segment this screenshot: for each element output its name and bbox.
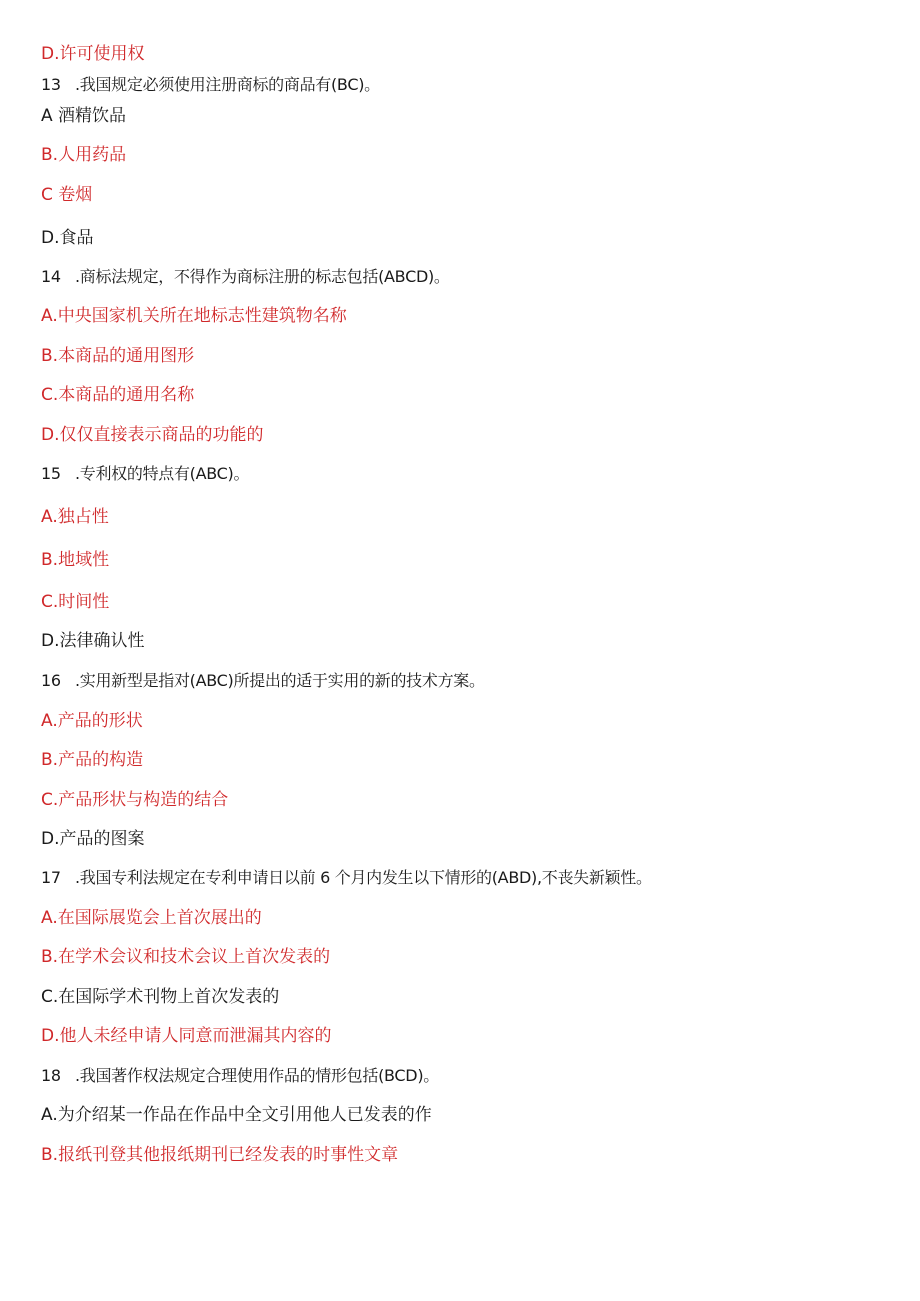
q16-question xyxy=(41,669,485,693)
q15-stem: .专利权的特点有(ABC)。 xyxy=(75,464,250,483)
q18-question xyxy=(41,1064,439,1088)
q14-option-a: A.中央国家机关所在地标志性建筑物名称 xyxy=(41,306,347,326)
q15-option-a: A.独占性 xyxy=(41,507,109,527)
q18-option-b: B.报纸刊登其他报纸期刊已经发表的时事性文章 xyxy=(41,1145,399,1165)
q18-option-a: A.为介绍某一作品在作品中全文引用他人已发表的作 xyxy=(41,1105,432,1125)
q16-option-a: A.产品的形状 xyxy=(41,711,143,731)
q13-stem: .我国规定必须使用注册商标的商品有(BC)。 xyxy=(75,75,380,94)
q16-option-c: C.产品形状与构造的结合 xyxy=(41,790,229,810)
q13-question xyxy=(41,73,380,97)
q14-option-c: C.本商品的通用名称 xyxy=(41,385,195,405)
q14-question xyxy=(41,265,450,289)
q17-option-b: B.在学术会议和技术会议上首次发表的 xyxy=(41,947,331,967)
q13-number: 13 xyxy=(41,75,61,94)
q15-number: 15 xyxy=(41,464,61,483)
q18-number: 18 xyxy=(41,1066,61,1085)
q13-option-b: B.人用药品 xyxy=(41,145,127,165)
q12-option-d: D.许可使用权 xyxy=(41,44,145,64)
q16-number: 16 xyxy=(41,671,61,690)
q17-option-c: C.在国际学术刊物上首次发表的 xyxy=(41,987,280,1007)
q17-number: 17 xyxy=(41,868,61,887)
q13-option-c: C 卷烟 xyxy=(41,185,93,205)
q15-option-d: D.法律确认性 xyxy=(41,631,145,651)
q15-question xyxy=(41,462,249,486)
q17-option-a: A.在国际展览会上首次展出的 xyxy=(41,908,262,928)
q16-stem: .实用新型是指对(ABC)所提出的适于实用的新的技术方案。 xyxy=(75,671,485,690)
q18-stem: .我国著作权法规定合理使用作品的情形包括(BCD)。 xyxy=(75,1066,439,1085)
q16-option-b: B.产品的构造 xyxy=(41,750,144,770)
q16-option-d: D.产品的图案 xyxy=(41,829,145,849)
q17-option-d: D.他人未经申请人同意而泄漏其内容的 xyxy=(41,1026,332,1046)
q13-option-a: A 酒精饮品 xyxy=(41,106,127,126)
q14-option-d: D.仅仅直接表示商品的功能的 xyxy=(41,425,264,445)
q14-stem: .商标法规定，不得作为商标注册的标志包括(ABCD)。 xyxy=(75,267,450,286)
q14-option-b: B.本商品的通用图形 xyxy=(41,346,195,366)
q13-option-d: D.食品 xyxy=(41,228,94,248)
q15-option-c: C.时间性 xyxy=(41,592,110,612)
q14-number: 14 xyxy=(41,267,61,286)
q15-option-b: B.地域性 xyxy=(41,550,110,570)
q17-question xyxy=(41,866,652,890)
q17-stem: .我国专利法规定在专利申请日以前 6 个月内发生以下情形的(ABD),不丧失新颖性。 xyxy=(75,868,652,887)
